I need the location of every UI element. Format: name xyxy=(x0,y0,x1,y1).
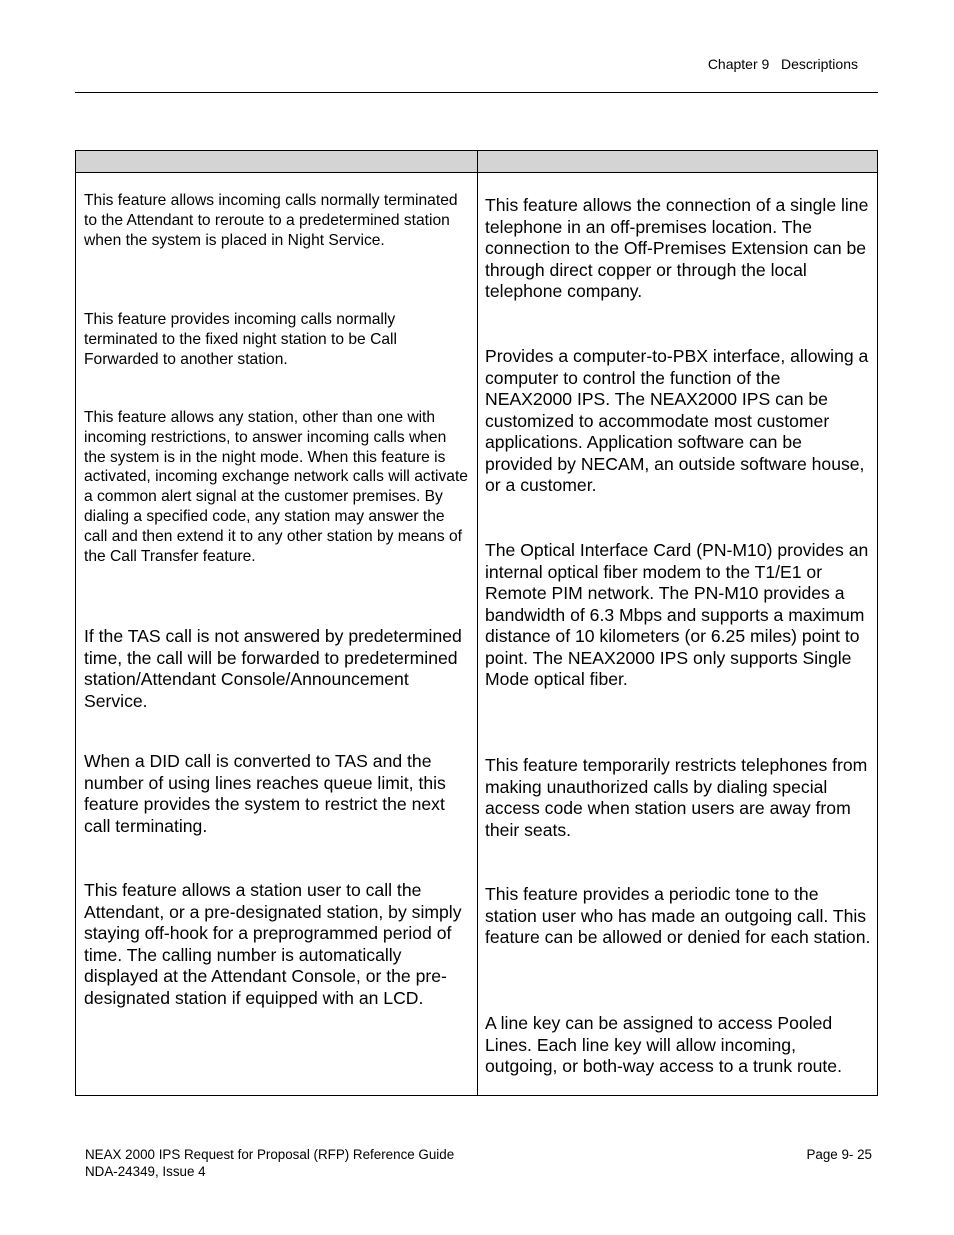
right-description-3: The Optical Interface Card (PN-M10) provides an internal optical fiber modem to the T1/E1 or Remote PIM network. The PN-M10 provides a bandwidth of 6.3 Mbps and supports a maximum distance of 10 kilometers (or 6.25 miles) point to point. The NEAX2000 IPS only supports Single Mode optical fiber. xyxy=(485,540,869,689)
header-divider xyxy=(75,92,878,93)
footer-page-number: Page 9- 25 xyxy=(806,1147,872,1162)
left-description-5: When a DID call is converted to TAS and the number of using lines reaches queue limit, this feature provides the system to restrict the next call terminating. xyxy=(84,751,446,836)
right-description-4: This feature temporarily restricts telephones from making unauthorized calls by dialing special access code when station users are away from their seats. xyxy=(485,755,868,840)
left-description-1: This feature allows incoming calls normally terminated to the Attendant to reroute to a predetermined station when the system is placed in Night Service. xyxy=(84,192,458,249)
footer-doc-id: NDA-24349, Issue 4 xyxy=(85,1164,206,1179)
right-description-6: A line key can be assigned to access Pooled Lines. Each line key will allow incoming, outgoing, or both-way access to a trunk route. xyxy=(485,1013,842,1076)
column-divider xyxy=(477,151,478,1095)
right-description-2: Provides a computer-to-PBX interface, allowing a computer to control the function of the NEAX2000 IPS. The NEAX2000 IPS can be customized to accommodate most customer applications. Application software can be provided by NECAM, an outside software house, or a customer. xyxy=(485,346,869,495)
right-description-1: This feature allows the connection of a single line telephone in an off-premises location. The connection to the Off-Premises Extension can be through direct copper or through the local telephone company. xyxy=(485,195,869,301)
left-description-4: If the TAS call is not answered by predetermined time, the call will be forwarded to predetermined station/Attendant Console/Announcement Service. xyxy=(84,626,462,711)
footer-doc-title: NEAX 2000 IPS Request for Proposal (RFP) Reference Guide xyxy=(85,1147,455,1162)
feature-table xyxy=(75,150,878,1096)
left-description-3: This feature allows any station, other than one with incoming restrictions, to answer incoming calls when the system is in the night mode. When this feature is activated, incoming exchange network calls will activate a common alert signal at the customer premises. By dialing a specified code, any station may answer the call and then extend it to any other station by means of the Call Transfer feature. xyxy=(84,409,468,565)
left-description-2: This feature provides incoming calls normally terminated to the fixed night station to be Call Forwarded to another station. xyxy=(84,311,397,368)
right-description-5: This feature provides a periodic tone to the station user who has made an outgoing call. This feature can be allowed or denied for each station. xyxy=(485,884,871,947)
left-description-6: This feature allows a station user to call the Attendant, or a pre-designated station, by simply staying off-hook for a preprogrammed period of time. The calling number is automatically displayed at the Attendant Console, or the pre-designated station if equipped with an LCD. xyxy=(84,880,462,1008)
chapter-header: Chapter 9 Descriptions xyxy=(707,56,858,72)
footer-left xyxy=(85,1146,454,1180)
